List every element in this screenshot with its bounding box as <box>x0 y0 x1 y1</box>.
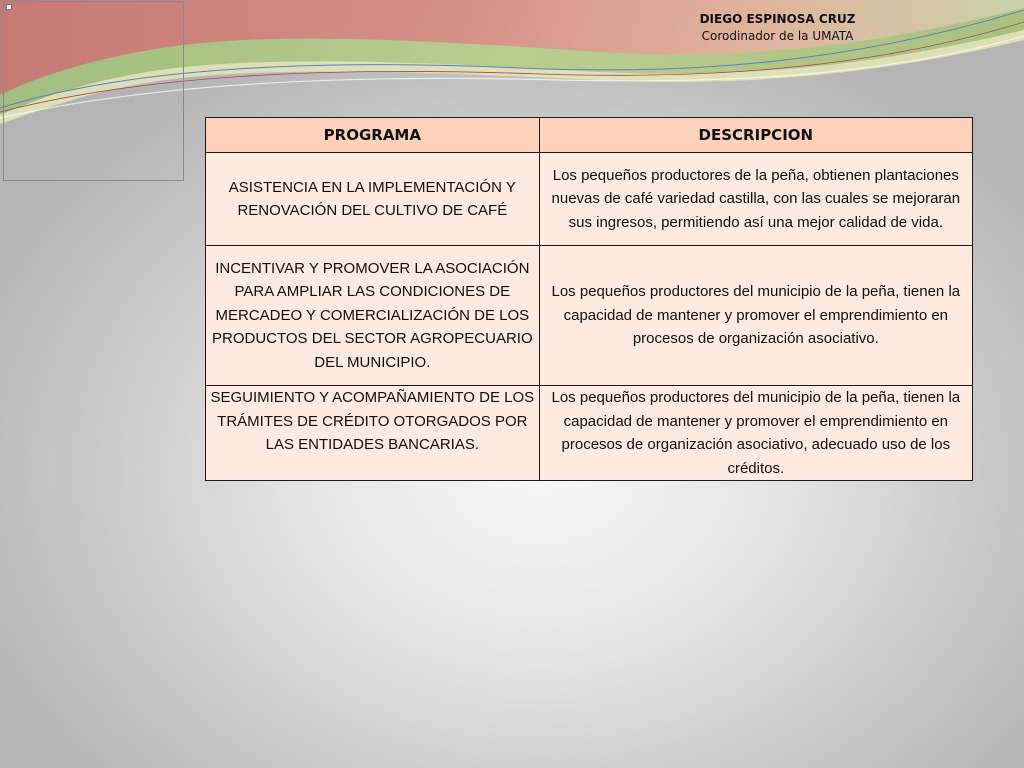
programa-cell: INCENTIVAR Y PROMOVER LA ASOCIACIÓN PARA AMPLIAR LAS CONDICIONES DE MERCADEO Y COMERCIALIZACIÓN DE LOS PRODUCTOS DEL SECTOR AGROPECUARIO DEL MUNICIPIO. <box>206 246 540 386</box>
placeholder-frame <box>3 1 184 181</box>
table-row <box>206 386 973 481</box>
author-header <box>640 11 915 45</box>
programa-cell: ASISTENCIA EN LA IMPLEMENTACIÓN Y RENOVACIÓN DEL CULTIVO DE CAFÉ <box>206 153 540 246</box>
table-row <box>206 246 973 386</box>
column-header-programa: PROGRAMA <box>206 118 540 153</box>
descripcion-cell: Los pequeños productores del municipio de la peña, tienen la capacidad de mantener y promover el emprendimiento en procesos de organización asociativo, adecuado uso de los créditos. <box>539 386 972 481</box>
author-name: DIEGO ESPINOSA CRUZ <box>699 12 856 26</box>
descripcion-cell: Los pequeños productores de la peña, obtienen plantaciones nuevas de café variedad castilla, con las cuales se mejoraran sus ingresos, permitiendo así una mejor calidad de vida. <box>539 153 972 246</box>
table-header-row <box>206 118 973 153</box>
placeholder-marker-icon <box>6 4 12 10</box>
descripcion-cell: Los pequeños productores del municipio de la peña, tienen la capacidad de mantener y promover el emprendimiento en procesos de organización asociativo. <box>539 246 972 386</box>
programa-cell: SEGUIMIENTO Y ACOMPAÑAMIENTO DE LOS TRÁMITES DE CRÉDITO OTORGADOS POR LAS ENTIDADES BANCARIAS. <box>206 386 540 481</box>
column-header-descripcion: DESCRIPCION <box>539 118 972 153</box>
author-role: Corodinador de la UMATA <box>701 29 854 43</box>
programs-table <box>205 117 973 481</box>
table-row <box>206 153 973 246</box>
